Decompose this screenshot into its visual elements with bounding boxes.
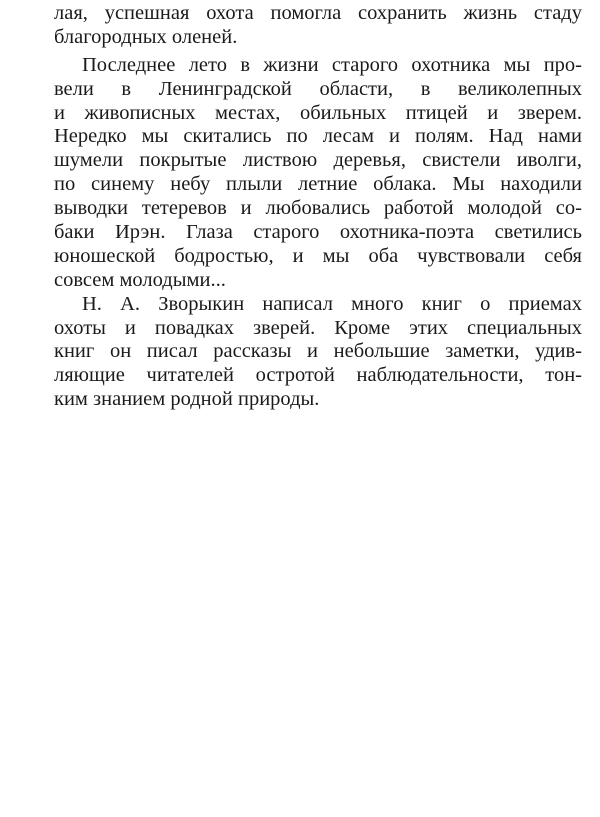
text-line: книг он писал рассказы и небольшие заметки, удив- bbox=[54, 340, 582, 363]
paragraph-2 bbox=[54, 54, 582, 293]
paragraph-3 bbox=[54, 293, 582, 412]
text-line: юношеской бодростью, и мы оба чувствовали себя bbox=[54, 244, 582, 267]
text-line: Н. А. Зворыкин написал много книг о приемах bbox=[82, 292, 582, 315]
text-line: выводки тетеревов и любовались работой молодой со- bbox=[54, 197, 582, 220]
text-line: шумели покрытые листвою деревья, свистели иволги, bbox=[54, 149, 582, 172]
paragraph-1 bbox=[54, 2, 582, 50]
text-line: Нередко мы скитались по лесам и полям. Над нами bbox=[54, 125, 582, 148]
text-line: баки Ирэн. Глаза старого охотника-поэта светились bbox=[54, 221, 582, 244]
text-line: ляющие читателей остротой наблюдательности, тон- bbox=[54, 364, 582, 387]
text-line: вели в Ленинградской области, в великолепных bbox=[54, 77, 582, 100]
text-line: по синему небу плыли летние облака. Мы находили bbox=[54, 173, 582, 196]
text-line: Последнее лето в жизни старого охотника мы про- bbox=[82, 53, 582, 76]
text-line: благородных оленей. bbox=[54, 25, 238, 48]
text-line: совсем молодыми... bbox=[54, 268, 226, 291]
text-line: и живописных местах, обильных птицей и зверем. bbox=[54, 101, 582, 124]
text-line: лая, успешная охота помогла сохранить жизнь стаду bbox=[54, 2, 582, 24]
text-line: охоты и повадках зверей. Кроме этих специальных bbox=[54, 316, 582, 339]
body-text bbox=[54, 2, 582, 412]
text-line: ким знанием родной природы. bbox=[54, 388, 320, 411]
